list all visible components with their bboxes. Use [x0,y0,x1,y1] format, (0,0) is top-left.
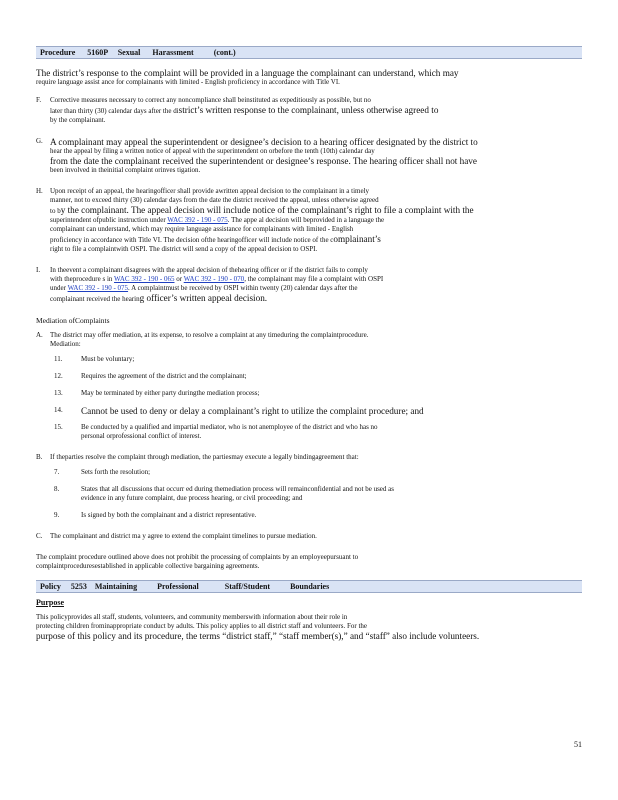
item-text: Is signed by both the complainant and a district representative. [81,511,257,519]
section-f [36,96,582,125]
item-text: Cannot be used to deny or delay a complainant’s right to utilize the complaint procedure; and [81,406,424,416]
purpose-line-2: protecting children frominappropriate conduct by adults. This policy applies to all district staff and volunteers. For the [36,622,367,630]
section-h-line-6a: proficiency in accordance with Title VI. The decision ofthe hearingofficer will include notice of the c [50,236,334,244]
section-c-line-1: The complainant and district ma y agree to extend the complaint timelines to pursue mediation. [50,532,317,540]
closing-line-1: The complaint procedure outlined above does not prohibit the processing of complaints by an employeepursuant to [36,553,359,561]
agreement-item [54,468,582,477]
section-g [36,137,582,175]
section-i-or: or [176,275,183,283]
item-number: 9. [54,511,60,519]
section-h-line-4a: superintendent ofpublic instruction under [50,216,166,224]
page-number: 51 [574,740,582,749]
mediation-item [54,406,582,416]
item-text: Sets forth the resolution; [81,468,151,476]
section-i-label: I. [36,266,41,274]
section-i [36,266,582,304]
mediation-item [54,372,582,381]
item-number: 15. [54,423,63,431]
closing-line-2: complaintproceduresestablished in applicable collective bargaining agreements. [36,562,260,570]
section-i-line-2b: , the complainant may file a complaint with OSPI [244,275,384,283]
item-text: Must be voluntary; [81,355,135,363]
section-a [36,331,582,441]
section-a-label: A. [36,331,43,339]
wac-065-link[interactable]: WAC 392 - 190 - 065 [114,275,175,283]
section-c [36,532,582,541]
wac-070-link[interactable]: WAC 392 - 190 - 070 [183,275,245,283]
mediation-item [54,389,582,398]
section-a-line-1: The district may offer mediation, at its expense, to resolve a complaint at any timeduring the complaintprocedure. [50,331,369,339]
section-g-line-2: hear the appeal by filing a written notice of appeal with the superintendent on orbefore the tenth (10th) calendar day [50,147,375,155]
section-f-line-1: Corrective measures necessary to correct any noncompliance shall beinstituted as expeditiously as possible, but no [50,96,371,104]
section-g-line-3: from the date the complainant received the superintendent or designee’s response. The hearing officer shall not have [50,156,477,166]
section-b [36,453,582,520]
section-h-line-5: complainant can understand, which may require language assistance for complainants with limited - English [50,225,354,233]
item-text: Be conducted by a qualified and impartial mediator, who is not anemployee of the district and who has no [81,423,378,431]
section-b-line-1: If theparties resolve the complaint through mediation, the partiesmay execute a legally bindingagreement that: [50,453,359,461]
intro-line-2: require language assist ance for complainants with limited - English proficiency in accordance with Title VI. [36,78,340,86]
section-f-label: F. [36,96,42,104]
item-number: 13. [54,389,63,397]
section-a-line-2: Mediation: [50,340,81,348]
item-number: 12. [54,372,63,380]
mediation-item [54,355,582,364]
policy-header-bar: Policy 5253 Maintaining Professional Staff/Student Boundaries [36,580,582,593]
item-text-continued: personal orprofessional conflict of interest. [81,432,202,440]
section-f-line-3: by the complainant. [50,116,106,124]
item-text: May be terminated by either party duringthe mediation process; [81,389,260,397]
section-g-line-4: been involved in theinitial complaint orinves tigation. [50,166,201,174]
section-b-label: B. [36,453,43,461]
section-h-line-3a: to b [50,207,61,215]
section-i-line-4b: g officer’s written appeal decision. [139,293,268,303]
document-page [36,46,582,641]
section-i-line-2a: with theprocedure s in [50,275,113,283]
section-i-line-3a: under [50,284,66,292]
section-i-line-4a: complainant received the hearin [50,295,140,303]
purpose-line-1: This policyprovides all staff, students, volunteers, and community memberswith information about their role in [36,613,348,621]
intro-line-1: The district’s response to the complaint will be provided in a language the complainant can understand, which may [36,68,459,78]
agreement-item [54,485,582,503]
section-h-line-6b: omplainant’s [333,234,381,244]
section-c-label: C. [36,532,43,540]
section-f-line-2a: later than thirty (30) calendar days after the di [50,107,179,115]
item-number: 8. [54,485,60,493]
item-text-continued: evidence in any future complaint, due process hearing, or civil proceeding; and [81,494,303,502]
mediation-item [54,423,582,441]
wac-075-link[interactable]: WAC 392 - 190 - 075 [167,216,228,224]
section-h [36,187,582,254]
item-text: Requires the agreement of the district and the complainant; [81,372,247,380]
section-i-line-3b: . A complaintmust be received by OSPI within twenty (20) calendar days after the [128,284,358,292]
section-h-line-2: manner, not to exceed thirty (30) calendar days from the date the district received the appeal, unless otherwise agreed [50,196,379,204]
procedure-header-bar: Procedure 5160P Sexual Harassment (cont.) [36,46,582,59]
item-number: 11. [54,355,63,363]
section-h-line-4b: . The appe al decision will beprovided in a language the [227,216,385,224]
section-g-label: G. [36,137,43,145]
section-i-line-1: In theevent a complainant disagrees with the appeal decision of thehearing officer or if the district fails to comply [50,266,368,274]
section-h-line-7: right to file a complaintwith OSPI. The district will send a copy of the appeal decision to OSPI. [50,245,318,253]
item-number: 7. [54,468,60,476]
wac-075-link-2[interactable]: WAC 392 - 190 - 075 [67,284,129,292]
agreement-item [54,511,582,520]
purpose-line-3: purpose of this policy and its procedure, the terms “district staff,” “staff member(s),” and “staff” also include volunteers. [36,631,480,641]
item-text: States that all discussions that occurr ed during themediation process will remainconfidential and not be used as [81,485,394,493]
mediation-heading: Mediation ofComplaints [36,316,110,325]
section-h-line-3b: y the complainant. The appeal decision will include notice of the complainant’s right to file a complaint with the [60,205,474,215]
section-h-line-1: Upon receipt of an appeal, the hearingofficer shall provide awritten appeal decision to the complainant in a timely [50,187,370,195]
section-g-line-1: A complainant may appeal the superintendent or designee’s decision to a hearing officer designated by the district to [50,137,478,147]
section-f-line-2b: strict’s written response to the complainant, unless otherwise agreed to [178,105,439,115]
purpose-heading: Purpose [36,598,64,607]
item-number: 14. [54,406,63,414]
section-h-label: H. [36,187,43,195]
